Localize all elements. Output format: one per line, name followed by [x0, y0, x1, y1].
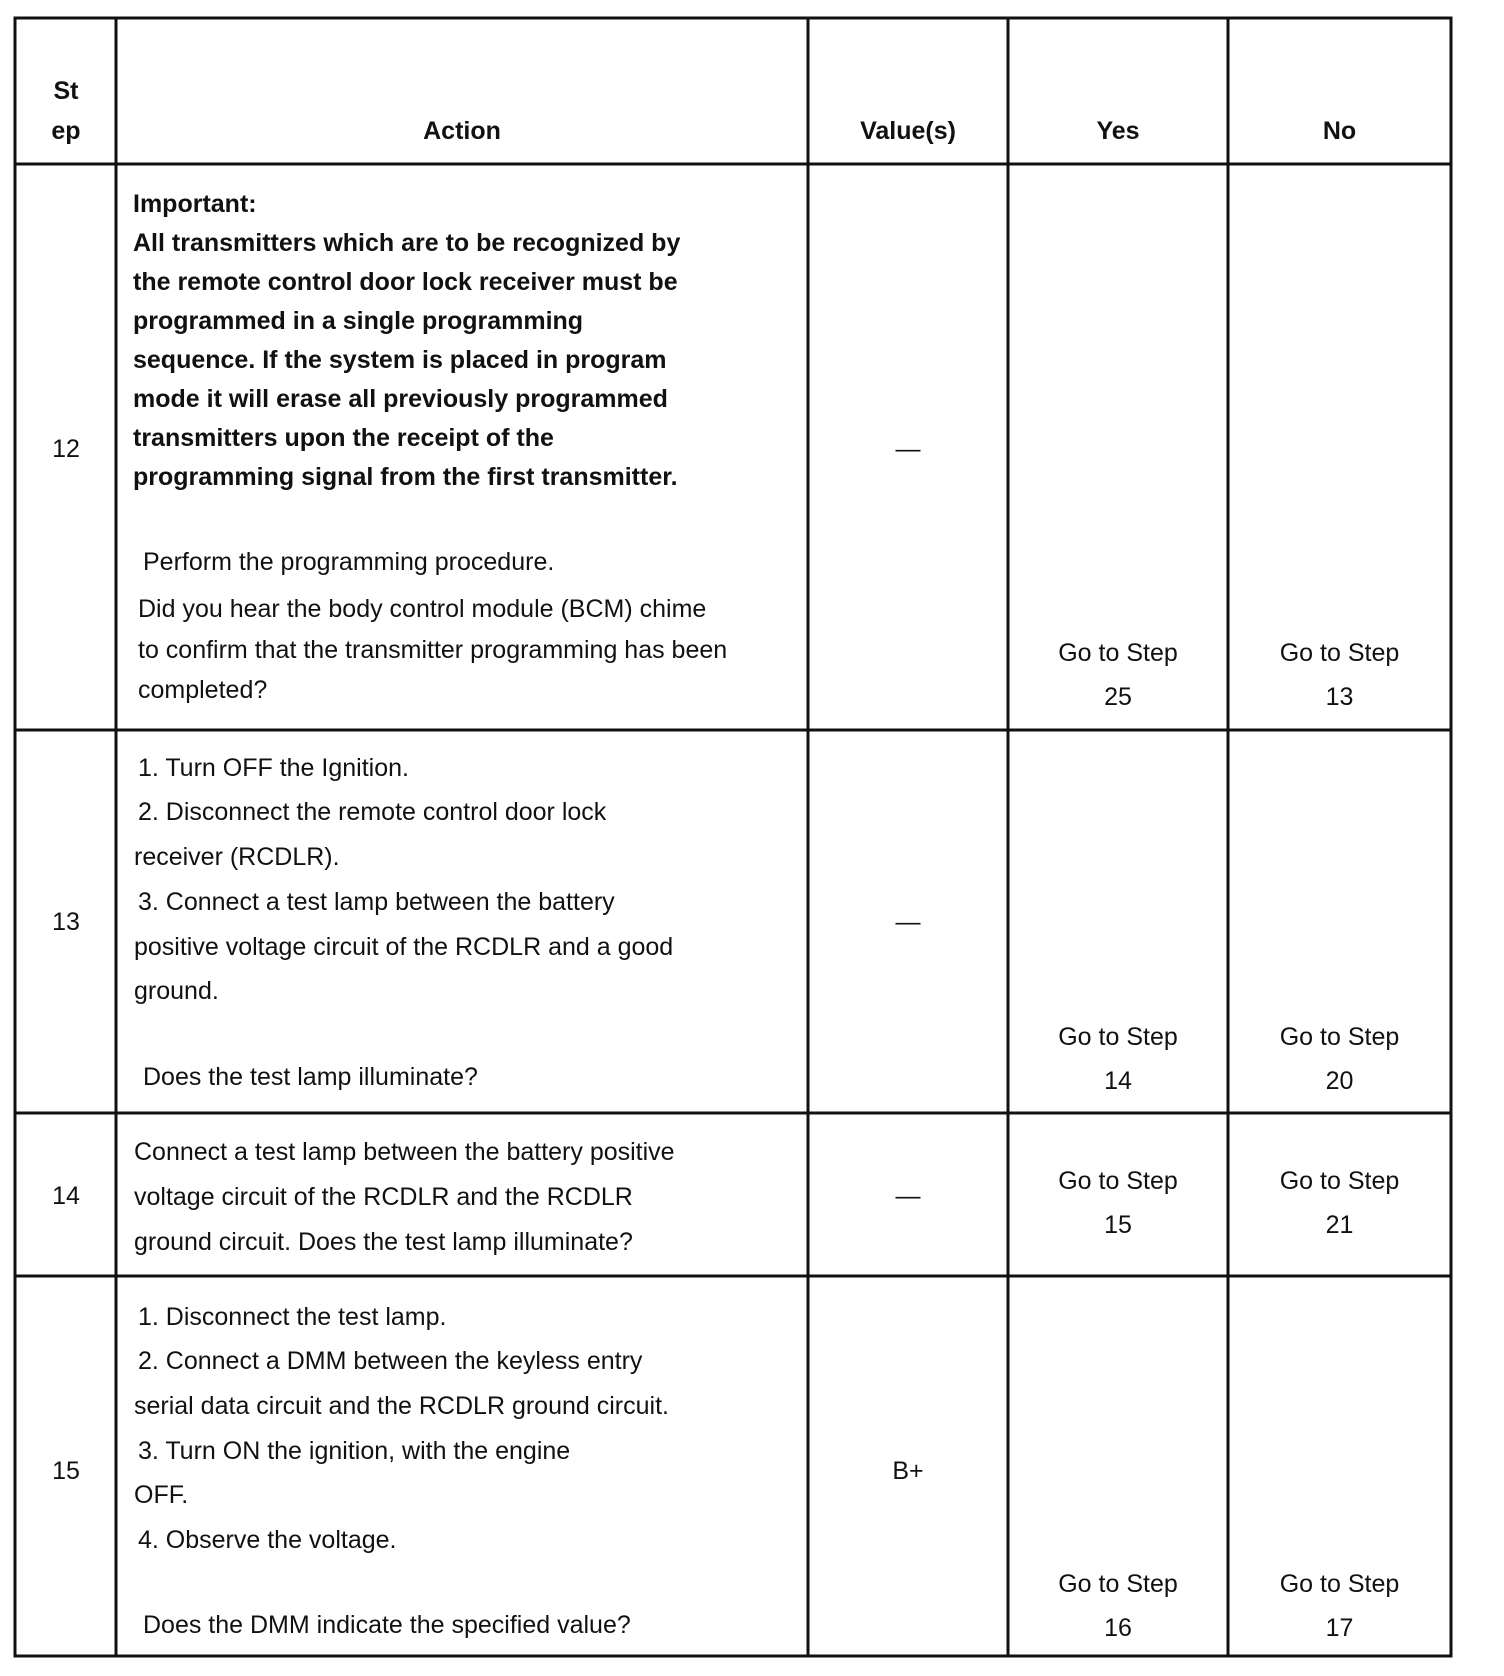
important-line: transmitters upon the receipt of the — [133, 424, 554, 452]
yes-goto-step: 16 — [1104, 1614, 1132, 1642]
no-cell — [1228, 1159, 1451, 1247]
value-cell: — — [895, 435, 921, 463]
action-line: 3. Connect a test lamp between the battery — [138, 888, 615, 916]
yes-cell — [1008, 1015, 1228, 1103]
step-number: 13 — [52, 908, 80, 936]
no-cell — [1228, 631, 1451, 719]
action-line: 2. Connect a DMM between the keyless entry — [138, 1347, 643, 1375]
step-number: 14 — [52, 1182, 80, 1210]
no-goto-label: Go to Step — [1279, 639, 1400, 667]
yes-goto-step: 15 — [1104, 1211, 1132, 1239]
yes-goto-step: 14 — [1104, 1067, 1132, 1095]
important-note — [133, 185, 680, 497]
important-label: Important: — [133, 190, 257, 218]
action-line: receiver (RCDLR). — [134, 843, 340, 871]
no-cell — [1228, 1562, 1451, 1650]
action-line: 3. Turn ON the ignition, with the engine — [138, 1437, 571, 1465]
action-line: OFF. — [134, 1481, 189, 1509]
no-goto-label: Go to Step — [1279, 1570, 1400, 1598]
action-line: Does the DMM indicate the specified value? — [143, 1611, 631, 1639]
header-step-line-1: St — [53, 77, 79, 105]
action-line: ground. — [134, 977, 219, 1005]
no-cell — [1228, 1015, 1451, 1103]
important-line: the remote control door lock receiver must be — [133, 268, 678, 296]
yes-goto-step: 25 — [1104, 683, 1132, 711]
yes-goto-label: Go to Step — [1058, 1023, 1178, 1051]
important-line: All transmitters which are to be recognized by — [133, 229, 681, 257]
header-step-line-2: ep — [51, 117, 81, 145]
action-line: positive voltage circuit of the RCDLR and a good — [134, 933, 674, 961]
no-goto-step: 20 — [1325, 1067, 1354, 1095]
no-goto-step: 13 — [1325, 683, 1354, 711]
header-no: No — [1322, 117, 1357, 145]
action-line: Did you hear the body control module (BCM) chime — [138, 595, 707, 623]
important-line: sequence. If the system is placed in program — [133, 346, 667, 374]
action-line: Connect a test lamp between the battery positive — [134, 1138, 675, 1166]
action-line: 2. Disconnect the remote control door lock — [138, 798, 607, 826]
no-goto-step: 17 — [1325, 1614, 1354, 1642]
yes-cell — [1008, 631, 1228, 719]
important-line: mode it will erase all previously programmed — [133, 385, 668, 413]
action-line: to confirm that the transmitter programming has been — [138, 636, 728, 664]
action-line: 1. Turn OFF the Ignition. — [138, 754, 409, 782]
no-goto-label: Go to Step — [1279, 1023, 1400, 1051]
header-yes: Yes — [1096, 117, 1140, 145]
yes-cell — [1008, 1562, 1228, 1650]
value-cell: B+ — [892, 1457, 924, 1485]
action-line: Does the test lamp illuminate? — [143, 1063, 478, 1091]
no-goto-label: Go to Step — [1279, 1167, 1400, 1195]
yes-goto-label: Go to Step — [1058, 1570, 1178, 1598]
important-line: programmed in a single programming — [133, 307, 584, 335]
no-goto-step: 21 — [1325, 1211, 1354, 1239]
action-line: 1. Disconnect the test lamp. — [138, 1303, 447, 1331]
step-number: 15 — [52, 1457, 80, 1485]
action-line: serial data circuit and the RCDLR ground circuit. — [134, 1392, 669, 1420]
header-action: Action — [423, 117, 501, 145]
value-cell: — — [895, 1182, 921, 1210]
yes-goto-label: Go to Step — [1058, 1167, 1178, 1195]
action-line: voltage circuit of the RCDLR and the RCDLR — [134, 1183, 633, 1211]
yes-cell — [1008, 1159, 1228, 1247]
important-line: programming signal from the first transmitter. — [133, 463, 678, 491]
step-number: 12 — [52, 435, 80, 463]
action-line: ground circuit. Does the test lamp illuminate? — [134, 1228, 633, 1256]
action-line: 4. Observe the voltage. — [138, 1526, 397, 1554]
yes-goto-label: Go to Step — [1058, 639, 1178, 667]
action-line: Perform the programming procedure. — [143, 548, 555, 576]
action-line: completed? — [138, 676, 268, 704]
header-values: Value(s) — [860, 117, 956, 145]
value-cell: — — [895, 908, 921, 936]
